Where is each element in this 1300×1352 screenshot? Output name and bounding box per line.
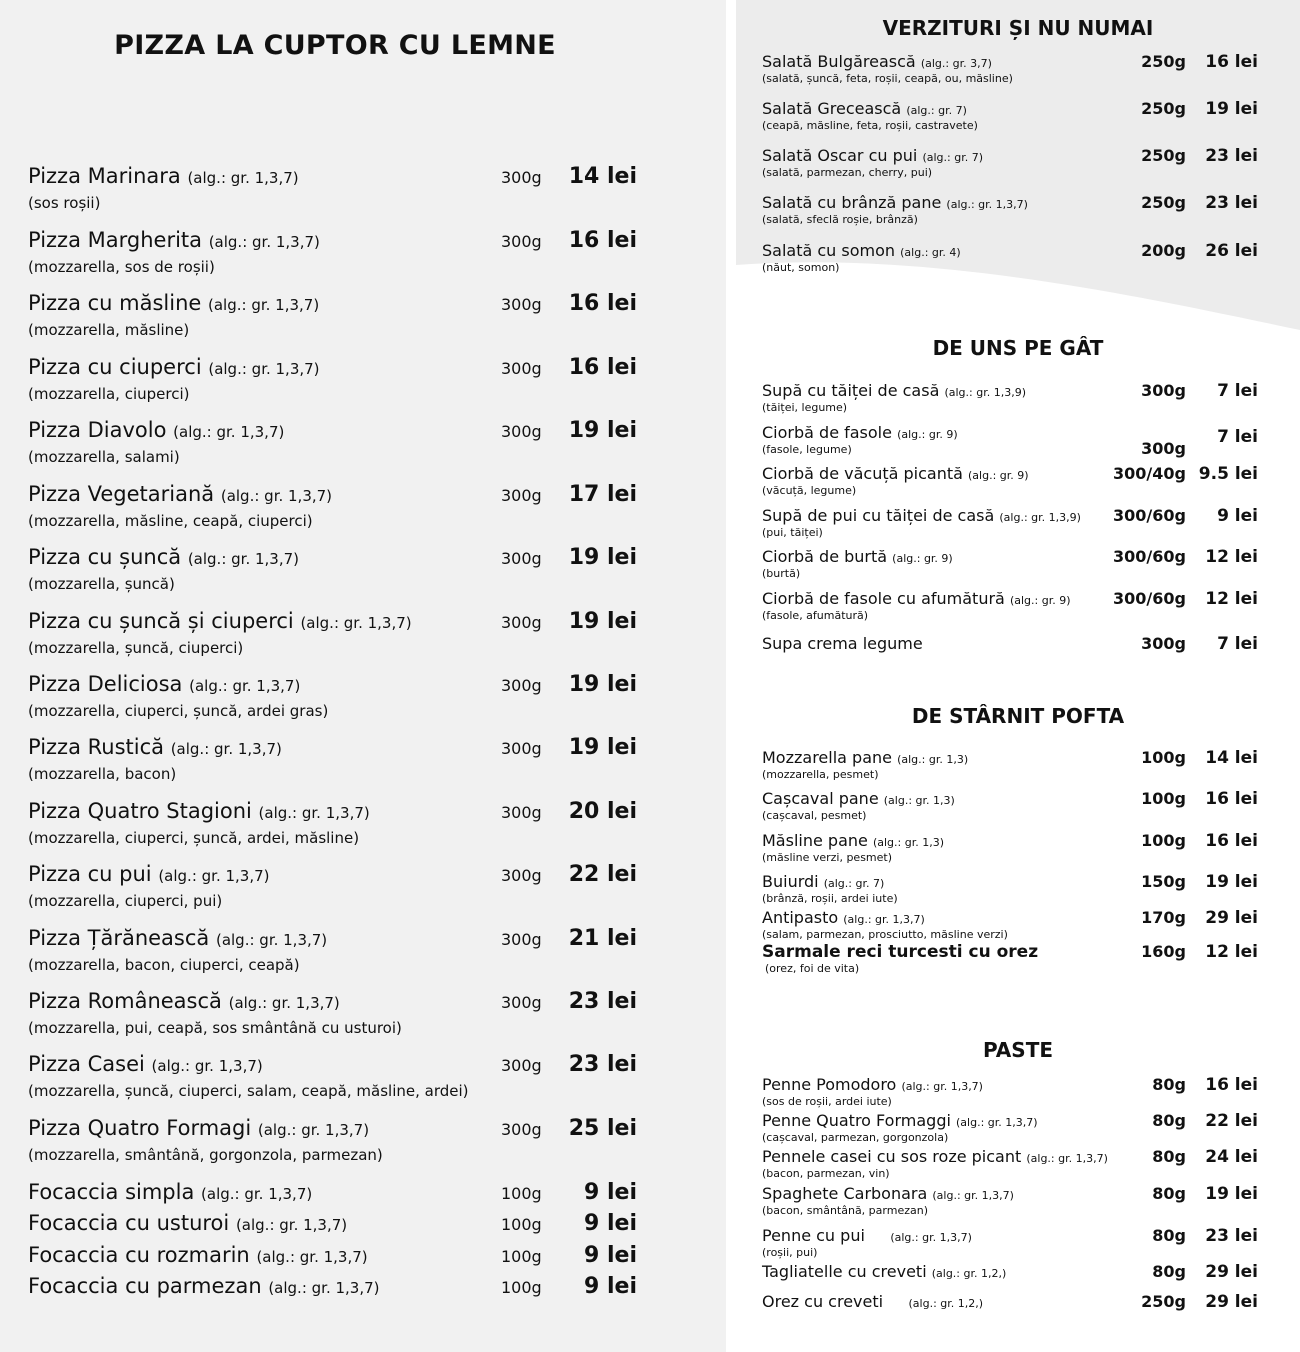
item-price: 9 lei — [1217, 506, 1258, 526]
item-name: Penne Quatro Formaggi (alg.: gr. 1,3,7) — [762, 1111, 1038, 1130]
item-price: 9 lei — [584, 1274, 637, 1299]
item-weight: 100g — [1141, 831, 1186, 850]
item-name: Pizza Vegetariană (alg.: gr. 1,3,7) — [28, 482, 333, 506]
other-menu-panel — [736, 0, 1300, 1352]
item-description: (cașcaval, pesmet) — [762, 809, 867, 822]
item-weight: 300g — [501, 676, 542, 695]
item-description: (cașcaval, parmezan, gorgonzola) — [762, 1131, 949, 1144]
item-price: 14 lei — [1205, 748, 1258, 768]
item-weight: 100g — [1141, 748, 1186, 767]
item-description: (salată, șuncă, feta, roșii, ceapă, ou, măsline) — [762, 72, 1013, 85]
menu-item — [762, 547, 1272, 591]
menu-item — [28, 482, 668, 544]
item-price: 19 lei — [568, 418, 637, 443]
item-description: (mozzarella, pesmet) — [762, 768, 879, 781]
item-weight: 300g — [501, 359, 542, 378]
item-price: 21 lei — [568, 926, 637, 951]
item-weight: 300g — [501, 739, 542, 758]
item-name: Pizza Quatro Stagioni (alg.: gr. 1,3,7) — [28, 799, 370, 823]
item-name: Tagliatelle cu creveti (alg.: gr. 1,2,) — [762, 1262, 1007, 1281]
item-description: (năut, somon) — [762, 261, 840, 274]
menu-item — [762, 634, 1272, 678]
item-name: Pizza cu ciuperci (alg.: gr. 1,3,7) — [28, 355, 320, 379]
item-description: (mozzarella, măsline, ceapă, ciuperci) — [28, 512, 313, 530]
item-weight: 300g — [501, 486, 542, 505]
item-price: 29 lei — [1205, 1262, 1258, 1282]
item-description: (mozzarella, salami) — [28, 448, 180, 466]
item-price: 19 lei — [568, 609, 637, 634]
item-name: Focaccia cu usturoi (alg.: gr. 1,3,7) — [28, 1211, 348, 1235]
item-name: Salată cu somon (alg.: gr. 4) — [762, 241, 961, 260]
item-weight: 80g — [1152, 1226, 1186, 1245]
item-name: Ciorbă de văcuță picantă (alg.: gr. 9) — [762, 464, 1029, 483]
item-description: (burtă) — [762, 567, 801, 580]
item-price: 17 lei — [568, 482, 637, 507]
item-weight: 170g — [1141, 908, 1186, 927]
item-name: Pizza Diavolo (alg.: gr. 1,3,7) — [28, 418, 285, 442]
item-name: Salată Grecească (alg.: gr. 7) — [762, 99, 967, 118]
item-name: Pizza cu șuncă (alg.: gr. 1,3,7) — [28, 545, 300, 569]
menu-item — [28, 291, 668, 353]
item-name: Spaghete Carbonara (alg.: gr. 1,3,7) — [762, 1184, 1014, 1203]
item-price: 26 lei — [1205, 241, 1258, 261]
item-name: Focaccia cu rozmarin (alg.: gr. 1,3,7) — [28, 1243, 368, 1267]
item-price: 24 lei — [1205, 1147, 1258, 1167]
page-divider — [726, 0, 736, 1352]
item-description: (mozzarella, sos de roșii) — [28, 258, 215, 276]
item-description: (mozzarella, ciuperci) — [28, 385, 190, 403]
item-name: Pizza Casei (alg.: gr. 1,3,7) — [28, 1052, 263, 1076]
item-weight: 250g — [1141, 193, 1186, 212]
item-weight: 80g — [1152, 1111, 1186, 1130]
item-price: 19 lei — [568, 672, 637, 697]
item-name: Buiurdi (alg.: gr. 7) — [762, 872, 885, 891]
menu-item — [762, 1184, 1272, 1228]
item-name: Pizza Rustică (alg.: gr. 1,3,7) — [28, 735, 282, 759]
item-price: 19 lei — [1205, 99, 1258, 119]
item-name: Pizza cu pui (alg.: gr. 1,3,7) — [28, 862, 270, 886]
item-price: 29 lei — [1205, 1292, 1258, 1312]
item-price: 19 lei — [568, 545, 637, 570]
item-name: Pizza Țărănească (alg.: gr. 1,3,7) — [28, 926, 328, 950]
item-name: Ciorbă de fasole (alg.: gr. 9) — [762, 423, 958, 442]
item-price: 9 lei — [584, 1243, 637, 1268]
item-weight: 80g — [1152, 1147, 1186, 1166]
item-price: 14 lei — [568, 164, 637, 189]
item-description: (salată, sfeclă roșie, brânză) — [762, 213, 918, 226]
menu-item — [28, 609, 668, 671]
item-description: (mozzarella, bacon) — [28, 765, 177, 783]
item-weight: 150g — [1141, 872, 1186, 891]
item-description: (mozzarella, șuncă, ciuperci) — [28, 639, 244, 657]
item-name: Supa crema legume — [762, 634, 923, 653]
item-price: 23 lei — [1205, 1226, 1258, 1246]
focaccia-item — [28, 1211, 668, 1243]
focaccia-item — [28, 1274, 668, 1306]
item-price: 12 lei — [1205, 589, 1258, 609]
item-description: (ceapă, măsline, feta, roșii, castravete) — [762, 119, 978, 132]
item-price: 7 lei — [1217, 381, 1258, 401]
item-name: Pizza cu măsline (alg.: gr. 1,3,7) — [28, 291, 320, 315]
item-price: 19 lei — [1205, 872, 1258, 892]
menu-item — [28, 418, 668, 480]
item-description: (bacon, parmezan, vin) — [762, 1167, 890, 1180]
menu-item — [28, 1116, 668, 1178]
menu-item — [762, 193, 1272, 237]
menu-item — [762, 589, 1272, 633]
item-price: 22 lei — [568, 862, 637, 887]
item-price: 29 lei — [1205, 908, 1258, 928]
item-weight: 300g — [501, 993, 542, 1012]
item-price: 23 lei — [568, 1052, 637, 1077]
item-weight: 300g — [501, 232, 542, 251]
item-price: 19 lei — [1205, 1184, 1258, 1204]
item-price: 7 lei — [1217, 427, 1258, 447]
pasta-section-title: PASTE — [982, 1038, 1053, 1062]
item-weight: 300g — [501, 613, 542, 632]
item-description: (văcuță, legume) — [762, 484, 857, 497]
menu-item — [28, 355, 668, 417]
item-description: (sos roșii) — [28, 194, 101, 212]
menu-item — [762, 831, 1272, 875]
soups-section-title: DE UNS PE GÂT — [932, 336, 1104, 360]
item-weight: 250g — [1141, 99, 1186, 118]
item-name: Penne cu pui (alg.: gr. 1,3,7) — [762, 1226, 972, 1245]
item-weight: 300/40g — [1113, 464, 1186, 483]
item-weight: 300g — [501, 1120, 542, 1139]
item-description: (fasole, legume) — [762, 443, 852, 456]
item-weight: 300g — [501, 866, 542, 885]
item-description: (mozzarella, ciuperci, șuncă, ardei gras) — [28, 702, 329, 720]
item-description: (salam, parmezan, prosciutto, măsline verzi) — [762, 928, 1008, 941]
item-name: Supă cu tăiței de casă (alg.: gr. 1,3,9) — [762, 381, 1027, 400]
item-price: 16 lei — [1205, 831, 1258, 851]
item-name: Orez cu creveti (alg.: gr. 1,2,) — [762, 1292, 984, 1311]
item-weight: 100g — [501, 1184, 542, 1203]
menu-item — [762, 1292, 1272, 1336]
menu-item — [762, 789, 1272, 833]
menu-item — [762, 942, 1272, 986]
item-description: (sos de roșii, ardei iute) — [762, 1095, 892, 1108]
item-price: 16 lei — [568, 291, 637, 316]
item-name: Pizza cu șuncă și ciuperci (alg.: gr. 1,3,7) — [28, 609, 412, 633]
item-weight: 200g — [1141, 241, 1186, 260]
item-name: Pizza Marinara (alg.: gr. 1,3,7) — [28, 164, 299, 188]
item-weight: 250g — [1141, 146, 1186, 165]
item-name: Focaccia cu parmezan (alg.: gr. 1,3,7) — [28, 1274, 380, 1298]
item-price: 23 lei — [568, 989, 637, 1014]
menu-item — [762, 99, 1272, 143]
item-price: 25 lei — [568, 1116, 637, 1141]
item-price: 22 lei — [1205, 1111, 1258, 1131]
item-description: (mozzarella, șuncă) — [28, 575, 175, 593]
item-price: 7 lei — [1217, 634, 1258, 654]
item-weight: 100g — [1141, 789, 1186, 808]
item-weight: 300/60g — [1113, 589, 1186, 608]
item-name: Salată cu brânză pane (alg.: gr. 1,3,7) — [762, 193, 1028, 212]
menu-item — [28, 989, 668, 1051]
item-description: (orez, foi de vita) — [765, 962, 860, 975]
item-price: 20 lei — [568, 799, 637, 824]
item-weight: 300g — [501, 803, 542, 822]
item-name: Ciorbă de burtă (alg.: gr. 9) — [762, 547, 953, 566]
item-weight: 300g — [501, 1056, 542, 1075]
menu-item — [762, 506, 1272, 550]
menu-item — [28, 1052, 668, 1114]
item-description: (tăiței, legume) — [762, 401, 848, 414]
item-weight: 250g — [1141, 52, 1186, 71]
item-weight: 300g — [501, 930, 542, 949]
item-description: (mozzarella, smântână, gorgonzola, parmezan) — [28, 1146, 383, 1164]
item-name: Pizza Margherita (alg.: gr. 1,3,7) — [28, 228, 320, 252]
item-price: 9 lei — [584, 1180, 637, 1205]
item-weight: 300g — [501, 295, 542, 314]
menu-item — [762, 423, 1272, 467]
item-price: 16 lei — [568, 228, 637, 253]
item-weight: 80g — [1152, 1262, 1186, 1281]
item-weight: 250g — [1141, 1292, 1186, 1311]
item-weight: 100g — [501, 1247, 542, 1266]
item-weight: 100g — [501, 1215, 542, 1234]
item-description: (mozzarella, bacon, ciuperci, ceapă) — [28, 956, 300, 974]
item-description: (pui, tăiței) — [762, 526, 823, 539]
starters-section-title: DE STÂRNIT POFTA — [911, 704, 1125, 728]
item-name: Sarmale reci turcesti cu orez — [762, 942, 1039, 962]
item-price: 16 lei — [1205, 52, 1258, 72]
item-price: 23 lei — [1205, 193, 1258, 213]
item-description: (roșii, pui) — [762, 1246, 818, 1259]
item-name: Focaccia simpla (alg.: gr. 1,3,7) — [28, 1180, 313, 1204]
menu-item — [28, 735, 668, 797]
item-weight: 100g — [501, 1278, 542, 1297]
item-description: (mozzarella, pui, ceapă, sos smântână cu usturoi) — [28, 1019, 402, 1037]
item-price: 16 lei — [1205, 789, 1258, 809]
item-name: Supă de pui cu tăiței de casă (alg.: gr. 1,3,9) — [762, 506, 1081, 525]
item-weight: 80g — [1152, 1184, 1186, 1203]
item-description: (fasole, afumătură) — [762, 609, 869, 622]
item-name: Pizza Quatro Formagi (alg.: gr. 1,3,7) — [28, 1116, 370, 1140]
menu-item — [762, 381, 1272, 425]
item-description: (bacon, smântână, parmezan) — [762, 1204, 928, 1217]
item-weight: 300g — [501, 549, 542, 568]
item-description: (mozzarella, ciuperci, șuncă, ardei, măsline) — [28, 829, 360, 847]
item-name: Antipasto (alg.: gr. 1,3,7) — [762, 908, 925, 927]
item-name: Salată Bulgărească (alg.: gr. 3,7) — [762, 52, 992, 71]
item-weight: 300g — [1141, 439, 1186, 458]
menu-item — [28, 228, 668, 290]
item-weight: 300g — [1141, 634, 1186, 653]
item-weight: 300g — [501, 168, 542, 187]
item-weight: 300g — [1141, 381, 1186, 400]
item-price: 12 lei — [1205, 942, 1258, 962]
item-name: Pennele casei cu sos roze picant (alg.: gr. 1,3,7) — [762, 1147, 1108, 1166]
item-price: 19 lei — [568, 735, 637, 760]
item-price: 9.5 lei — [1198, 464, 1258, 484]
menu-item — [28, 672, 668, 734]
item-name: Cașcaval pane (alg.: gr. 1,3) — [762, 789, 955, 808]
menu-item — [28, 799, 668, 861]
item-price: 16 lei — [568, 355, 637, 380]
item-name: Mozzarella pane (alg.: gr. 1,3) — [762, 748, 969, 767]
item-description: (măsline verzi, pesmet) — [762, 851, 893, 864]
focaccia-item — [28, 1180, 668, 1212]
item-weight: 300/60g — [1113, 506, 1186, 525]
menu-item — [762, 241, 1272, 285]
item-price: 12 lei — [1205, 547, 1258, 567]
menu-item — [762, 52, 1272, 96]
menu-item — [762, 146, 1272, 190]
item-name: Penne Pomodoro (alg.: gr. 1,3,7) — [762, 1075, 983, 1094]
item-weight: 160g — [1141, 942, 1186, 961]
item-name: Măsline pane (alg.: gr. 1,3) — [762, 831, 944, 850]
item-price: 23 lei — [1205, 146, 1258, 166]
item-price: 16 lei — [1205, 1075, 1258, 1095]
item-description: (brânză, roșii, ardei iute) — [762, 892, 898, 905]
item-weight: 300g — [501, 422, 542, 441]
salads-section-title: VERZITURI ȘI NU NUMAI — [882, 16, 1154, 40]
pizza-section-title: PIZZA LA CUPTOR CU LEMNE — [114, 30, 556, 61]
item-weight: 80g — [1152, 1075, 1186, 1094]
focaccia-item — [28, 1243, 668, 1275]
menu-item — [762, 464, 1272, 508]
menu-item — [28, 545, 668, 607]
item-description: (mozzarella, șuncă, ciuperci, salam, ceapă, măsline, ardei) — [28, 1082, 469, 1100]
item-description: (mozzarella, măsline) — [28, 321, 190, 339]
item-weight: 300/60g — [1113, 547, 1186, 566]
menu-item — [762, 748, 1272, 792]
item-name: Salată Oscar cu pui (alg.: gr. 7) — [762, 146, 983, 165]
menu-item — [28, 926, 668, 988]
menu-item — [28, 862, 668, 924]
item-name: Pizza Deliciosa (alg.: gr. 1,3,7) — [28, 672, 301, 696]
item-name: Pizza Românească (alg.: gr. 1,3,7) — [28, 989, 340, 1013]
menu-item — [28, 164, 668, 226]
item-description: (mozzarella, ciuperci, pui) — [28, 892, 223, 910]
item-description: (salată, parmezan, cherry, pui) — [762, 166, 933, 179]
item-name: Ciorbă de fasole cu afumătură (alg.: gr. 9) — [762, 589, 1071, 608]
item-price: 9 lei — [584, 1211, 637, 1236]
